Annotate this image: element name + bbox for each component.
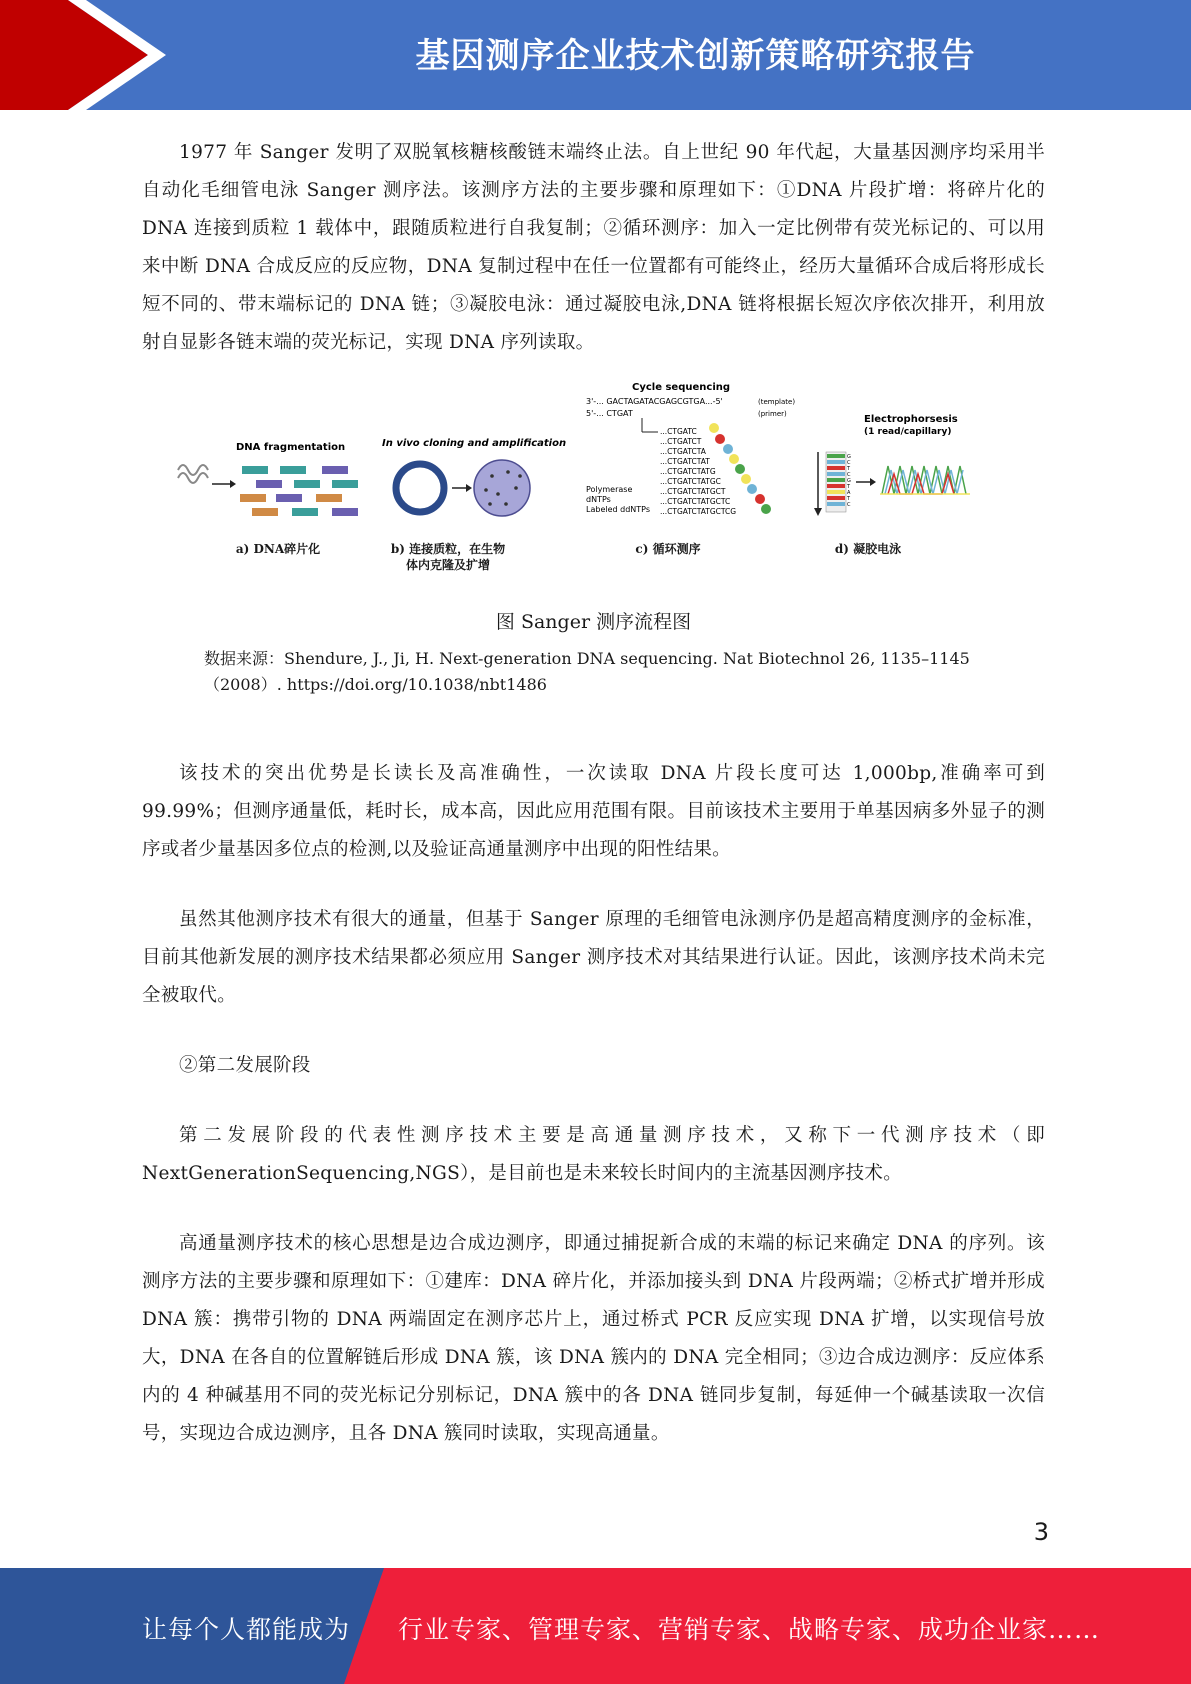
figure-label-d: d) 凝胶电泳 [834,542,902,556]
panel-title-electro: Electrophorsesis [864,414,958,425]
fragment-8: ...CTGATCTATGCTC [660,497,731,506]
main-content [142,134,1045,1453]
template-tag: (template) [758,398,796,406]
gel-letter: C [847,460,851,466]
sanger-diagram [176,370,1016,600]
report-title: 基因测序企业技术创新策略研究报告 [415,36,976,76]
page-header [0,0,1191,110]
gel-letter: G [847,478,851,484]
figure-label-b-line1: b) 连接质粒，在生物 [390,542,506,556]
paragraph-advantages: 该技术的突出优势是长读长及高准确性，一次读取 DNA 片段长度可达 1,000bp,准确率可到 99.99%；但测序通量低，耗时长，成本高，因此应用范围有限。目前该技术主要用于单基因病多外显子的测序或者少量基因多位点的检测,以及验证高通量测序中出现的阳性结果。 [142,763,1045,860]
figure-label-a: a) DNA碎片化 [235,542,321,556]
panel-title-cloning: In vivo cloning and amplification [382,438,567,449]
reagent-ddntps: Labeled ddNTPs [586,505,651,514]
paragraph-gold-standard: 虽然其他测序技术有很大的通量，但基于 Sanger 原理的毛细管电泳测序仍是超高精度测序的金标准，目前其他新发展的测序技术结果都必须应用 Sanger 测序技术对其结果进行认证。因此，该测序技术尚未完全被取代。 [142,909,1045,1006]
fragment-9: ...CTGATCTATGCTCG [660,507,737,516]
fragment-3: ...CTGATCTA [660,447,706,456]
paragraph-ngs-principle: 高通量测序技术的核心思想是边合成边测序，即通过捕捉新合成的末端的标记来确定 DNA 的序列。该测序方法的主要步骤和原理如下：①建库：DNA 碎片化，并添加接头到 DNA 片段两端；②桥式扩增并形成 DNA 簇：携带引物的 DNA 两端固定在测序芯片上，通过桥式 PCR 反应实现 DNA 扩增，以实现信号放大，DNA 在各自的位置解链后形成 DNA 簇，该 DNA 簇内的 DNA 完全相同；③边合成边测序：反应体系内的 4 种碱基用不同的荧光标记分别标记，DNA 簇中的各 DNA 链同步复制，每延伸一个碱基读取一次信号，实现边合成边测序，且各 DNA 簇同时读取，实现高通量。 [142,1233,1045,1444]
primer-tag: (primer) [758,410,787,418]
gel-letter: C [847,502,851,508]
gel-letter: T [847,496,851,502]
panel-cycle-sequencing [586,382,795,516]
reagent-polymerase: Polymerase [586,485,633,494]
panel-cloning [382,438,566,516]
panel-subtitle-electro: (1 read/capillary) [864,427,952,437]
figure-caption: 图 Sanger 测序流程图 [495,611,692,633]
fragment-1: ...CTGATC [660,427,697,436]
paragraph-sanger-intro: 1977 年 Sanger 发明了双脱氧核糖核酸链末端终止法。自上世纪 90 年代起，大量基因测序均采用半自动化毛细管电泳 Sanger 测序法。该测序方法的主要步骤和原理如下：①DNA 片段扩增：将碎片化的 DNA 连接到质粒 1 载体中，跟随质粒进行自我复制；②循环测序：加入一定比例带有荧光标记的、可以用来中断 DNA 合成反应的反应物，DNA 复制过程中在任一位置都有可能终止，经历大量循环合成后将形成长短不同的、带末端标记的 DNA 链；③凝胶电泳：通过凝胶电泳,DNA 链将根据长短次序依次排开，利用放射自显影各链末端的荧光标记，实现 DNA 序列读取。 [142,142,1045,353]
footer-slogan-left: 让每个人都能成为 [142,1615,351,1644]
section-heading-second-stage: ②第二发展阶段 [179,1055,311,1076]
fragment-5: ...CTGATCTATG [660,467,716,476]
gel-letter: T [847,484,851,490]
page-number: 3 [1033,1518,1049,1546]
sanger-figure [142,370,1045,755]
reagent-dntps: dNTPs [586,495,611,504]
primer-sequence: 5'-... CTGAT [586,409,633,418]
figure-source-line2: （2008）. https://doi.org/10.1038/nbt1486 [204,675,547,694]
panel-title-cycle: Cycle sequencing [632,382,731,393]
fragment-2: ...CTGATCT [660,437,702,446]
figure-source [204,646,984,698]
page-footer [0,1568,1191,1684]
template-sequence: 3'-... GACTAGATACGAGCGTGA...-5' [586,397,723,406]
paragraph-ngs-intro: 第二发展阶段的代表性测序技术主要是高通量测序技术，又称下一代测序技术（即 NextGenerationSequencing,NGS），是目前也是未来较长时间内的主流基因测序技术。 [142,1125,1045,1184]
figure-label-c: c) 循环测序 [635,542,701,556]
gel-letter: C [847,472,851,478]
fragment-6: ...CTGATCTATGC [660,477,721,486]
footer-slogan-right: 行业专家、管理专家、营销专家、战略专家、成功企业家…… [398,1615,1101,1644]
gel-letter: G [847,454,851,460]
fragment-4: ...CTGATCTAT [660,457,710,466]
gel-letter: T [847,466,851,472]
fragment-7: ...CTGATCTATGCT [660,487,726,496]
panel-title-fragmentation: DNA fragmentation [236,442,346,453]
gel-letter: A [847,490,851,496]
panel-electrophoresis [814,414,970,516]
figure-label-b-line2: 体内克隆及扩增 [405,558,490,572]
figure-source-line1: 数据来源：Shendure, J., Ji, H. Next-generation DNA sequencing. Nat Biotechnol 26, 1135–1145 [204,649,970,668]
panel-fragmentation [178,442,358,516]
